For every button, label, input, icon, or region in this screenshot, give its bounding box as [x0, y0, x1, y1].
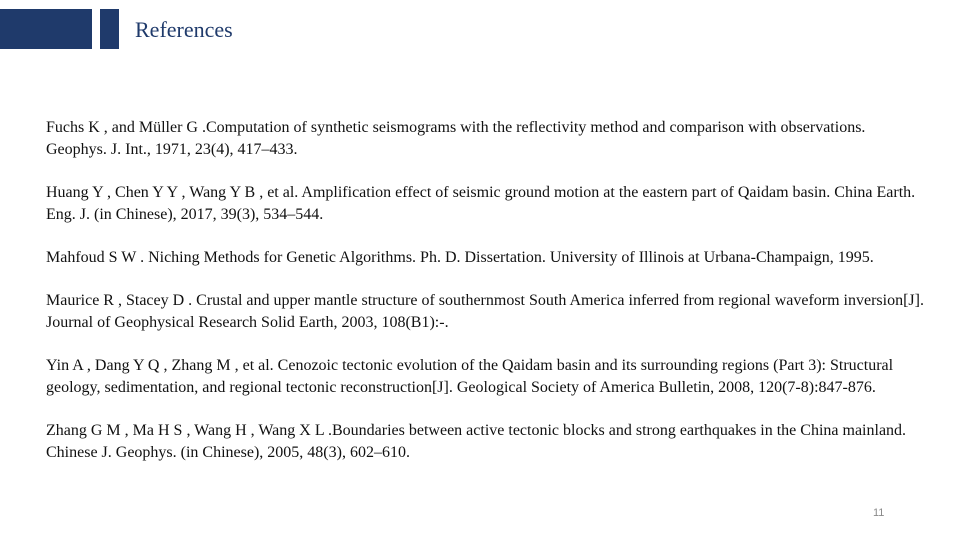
header-accent-block-small: [100, 9, 119, 49]
reference-item-yin: Yin A , Dang Y Q , Zhang M , et al. Cenozoic tectonic evolution of the Qaidam basin and its surrounding regions (Part 3): Structural geology, sedimentation, and regional tectonic reconstruction[J]. Geological Society of America Bulletin, 2008, 120(7-8):847-876.: [46, 357, 894, 396]
reference-item-fuchs: Fuchs K , and Müller G .Computation of synthetic seismograms with the reflectivity method and comparison with observations. Geophys. J. Int., 1971, 23(4), 417–433.: [46, 119, 866, 158]
header-accent-block-large: [0, 9, 92, 49]
reference-item-huang: Huang Y , Chen Y Y , Wang Y B , et al. Amplification effect of seismic ground motion at the eastern part of Qaidam basin. China Earth. Eng. J. (in Chinese), 2017, 39(3), 534–544.: [46, 184, 916, 223]
reference-item-mahfoud: Mahfoud S W . Niching Methods for Genetic Algorithms. Ph. D. Dissertation. University of Illinois at Urbana-Champaign, 1995.: [46, 249, 874, 266]
reference-item-maurice: Maurice R , Stacey D . Crustal and upper mantle structure of southernmost South America inferred from regional waveform inversion[J]. Journal of Geophysical Research Solid Earth, 2003, 108(B1):-.: [46, 292, 924, 331]
page-title: References: [135, 17, 233, 42]
reference-item-zhang: Zhang G M , Ma H S , Wang H , Wang X L .Boundaries between active tectonic blocks and strong earthquakes in the China mainland. Chinese J. Geophys. (in Chinese), 2005, 48(3), 602–610.: [46, 422, 907, 461]
references-list: [46, 117, 926, 464]
page-number: 11: [873, 507, 885, 519]
